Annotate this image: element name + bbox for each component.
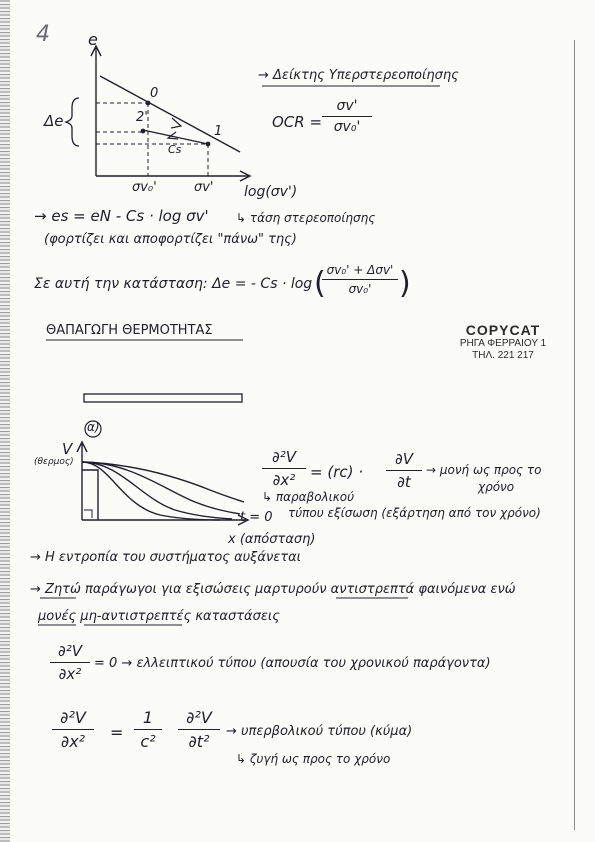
graph1-ncl-line [100, 76, 240, 152]
heat-eq-note-right: → μονή ως προς το [426, 463, 542, 477]
graph1-x-axis-label: log(σv') [244, 184, 298, 200]
paragraph-line-1 [30, 582, 516, 597]
graph1-tick-sv: σv' [194, 180, 214, 195]
elliptic-fraction [50, 642, 90, 683]
graph2-v-axis-note: (θερμος) [34, 457, 74, 467]
hyperbolic-c-den: c² [140, 732, 156, 751]
hyperbolic-rhs-den: ∂t² [188, 732, 210, 751]
heat-eq-lhs-num: ∂²V [271, 448, 297, 466]
hyperbolic-lhs-num: ∂²V [60, 708, 86, 727]
heat-title: ΘΑΠΑΓΩΓΗ ΘΕΡΜΟΤΗΤΑΣ [46, 323, 213, 338]
graph2-curve-4 [82, 462, 244, 502]
heat-eq-rhs [386, 450, 422, 491]
heat-eq-lhs [262, 448, 306, 489]
heat-eq-type-note-2: τύπου εξίσωση (εξάρτηση από τον χρόνο) [288, 506, 541, 520]
heat-eq-lhs-den: ∂x² [272, 471, 296, 489]
ocr-label: OCR = [272, 113, 323, 131]
graph1-point-0-label: 0 [150, 86, 159, 101]
graph2-corner-mark [84, 510, 92, 518]
elliptic-num: ∂²V [57, 642, 83, 660]
hyperbolic-rhs [178, 708, 220, 751]
heat-eq-mid: = (rc) · [310, 463, 363, 481]
hyperbolic-note-2: ↳ ζυγή ως προς το χρόνο [236, 752, 391, 766]
graph1-delta-e-label: Δe [44, 112, 64, 130]
hyperbolic-c-num: 1 [142, 708, 154, 727]
hyperbolic-lhs [52, 708, 94, 751]
elliptic-den: ∂x² [58, 665, 82, 683]
graph1-tick-sv0: σv₀' [132, 180, 157, 195]
ocr-numerator: σv' [336, 98, 358, 114]
para-martyroun: μαρτυρούν [255, 582, 327, 597]
graph1-point-1 [206, 142, 211, 147]
stamp-line-3: ΤΗΛ. 221 217 [472, 350, 534, 361]
heat-rod [84, 394, 242, 402]
delta-e-equation: Σε αυτή την κατάσταση: Δe = - Cs · log [34, 276, 313, 292]
graph2-initial-profile [82, 470, 98, 520]
delta-e-fraction [322, 263, 398, 296]
delta-e-paren-close: ) [399, 266, 411, 301]
para-fainomena: φαινόμενα ενώ [418, 582, 516, 597]
graph2-t-zero-label: t = 0 [240, 510, 273, 525]
delta-e-denominator: σv₀' [348, 282, 372, 296]
graph1-delta-brace [66, 98, 79, 146]
graph1-point-2-label: 2' [136, 110, 148, 125]
graph1-e-axis-label: e [88, 30, 98, 49]
heat-eq-rhs-num: ∂V [394, 450, 414, 468]
es-equation: → es = eN - Cs · log σv' [34, 207, 209, 225]
heat-eq-note-right-2: χρόνο [478, 480, 515, 494]
copycat-stamp [433, 322, 573, 362]
hyperbolic-rhs-num: ∂²V [186, 708, 212, 727]
graph1-point-2 [141, 129, 146, 134]
hyperbolic-eq: = [110, 723, 124, 742]
para-mi-antistreptes: μη-αντιστρεπτές [80, 609, 192, 624]
graph2-x-axis-label: x (απόσταση) [228, 532, 316, 547]
heat-eq-type-note: ↳ παραβολικού [262, 490, 355, 504]
ocr-heading: → Δείκτης Υπερστερεοποίησης [258, 68, 459, 83]
paragraph-line-2 [38, 609, 280, 624]
page-number: 4 [36, 22, 50, 47]
elliptic-rhs: = 0 → ελλειπτικού τύπου (απουσία του χρονικού παράγοντα) [94, 656, 491, 671]
graph2-curve-3 [82, 462, 240, 514]
graph1-point-1-label: 1 [214, 124, 223, 139]
ocr-fraction [322, 98, 372, 135]
hyperbolic-c [134, 708, 162, 751]
ocr-denominator: σv₀' [333, 119, 361, 135]
graph1-cs-label: Cs [168, 143, 182, 156]
para-zito: → Ζητώ [30, 582, 81, 597]
heat-eq-rhs-den: ∂t [397, 473, 411, 491]
stamp-line-1: COPYCAT [465, 322, 541, 338]
es-equation-note: ↳ τάση στερεοποίησης [236, 211, 376, 225]
delta-e-numerator: σv₀' + Δσv' [326, 263, 394, 277]
para-paragogoi: παράγωγοι για εξισώσεις [85, 582, 251, 597]
es-loading-note: (φορτίζει και αποφορτίζει "πάνω" της) [44, 232, 297, 247]
graph2-label-a: α) [87, 420, 100, 434]
para-antistrepta: αντιστρεπτά [330, 582, 415, 597]
hyperbolic-lhs-den: ∂x² [60, 732, 86, 751]
delta-e-paren-open: ( [314, 266, 326, 301]
graph2-v-axis-label: V [62, 440, 73, 458]
graph1-point-0 [146, 101, 151, 106]
entropy-line: → Η εντροπία του συστήματος αυξάνεται [30, 550, 302, 565]
hyperbolic-note: → υπερβολικού τύπου (κύμα) [226, 724, 413, 739]
para-katastaseis: καταστάσεις [195, 609, 280, 624]
para-mones: μονές [38, 609, 77, 624]
stamp-line-2: ΡΗΓΑ ΦΕΡΡΑΙΟΥ 1 [459, 338, 547, 349]
